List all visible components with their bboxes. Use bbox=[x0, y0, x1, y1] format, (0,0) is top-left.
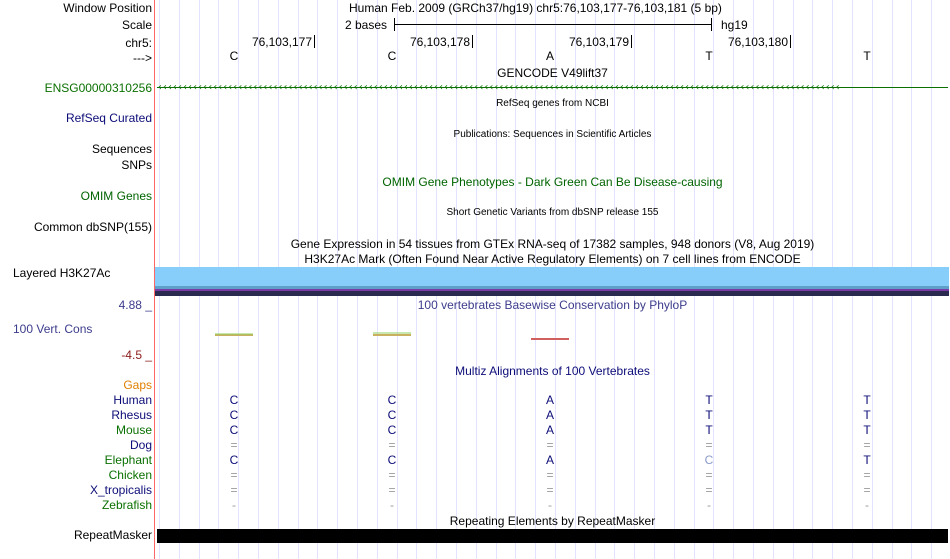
alignment-base: - bbox=[707, 498, 711, 512]
track-title-repeatmasker[interactable]: Repeating Elements by RepeatMasker bbox=[449, 514, 656, 528]
alignment-base: C bbox=[229, 423, 239, 437]
alignment-base: - bbox=[548, 498, 552, 512]
species-label[interactable]: Dog bbox=[129, 438, 152, 452]
species-label[interactable]: Mouse bbox=[115, 423, 152, 437]
track-title-publications[interactable]: Publications: Sequences in Scientific Articles bbox=[453, 129, 652, 140]
alignment-base: = bbox=[230, 438, 238, 452]
reference-base: C bbox=[229, 49, 239, 63]
alignment-base: T bbox=[863, 453, 871, 467]
reference-base: A bbox=[545, 49, 554, 63]
reference-base: T bbox=[863, 49, 871, 63]
track-label-gaps[interactable]: Gaps bbox=[123, 378, 152, 392]
track-title-dbsnp[interactable]: Short Genetic Variants from dbSNP release 155 bbox=[446, 207, 659, 218]
ruler-tick bbox=[631, 35, 632, 48]
ruler-tick bbox=[472, 35, 473, 48]
ruler-tick-label: 76,103,179 bbox=[568, 35, 629, 49]
alignment-base: T bbox=[863, 408, 871, 422]
h3k27ac-signal[interactable] bbox=[155, 267, 949, 296]
alignment-base: = bbox=[546, 483, 554, 497]
alignment-base: A bbox=[545, 453, 554, 467]
track-label-dbsnp[interactable]: Common dbSNP(155) bbox=[33, 220, 152, 234]
track-label-refseq[interactable]: RefSeq Curated bbox=[65, 111, 152, 125]
reference-base: T bbox=[705, 49, 713, 63]
track-label-h3k27ac[interactable]: Layered H3K27Ac bbox=[13, 266, 111, 280]
species-label[interactable]: X_tropicalis bbox=[89, 483, 152, 497]
reference-base: C bbox=[387, 49, 397, 63]
repeatmasker-block[interactable] bbox=[157, 529, 948, 543]
gencode-gene-line[interactable] bbox=[157, 81, 948, 95]
alignment-base: = bbox=[705, 483, 713, 497]
scale-assembly: hg19 bbox=[721, 18, 748, 32]
alignment-base: - bbox=[390, 498, 394, 512]
alignment-base: T bbox=[705, 393, 713, 407]
alignment-base: A bbox=[545, 423, 554, 437]
phylop-plot[interactable] bbox=[155, 314, 950, 358]
alignment-base: A bbox=[545, 393, 554, 407]
track-title-multiz[interactable]: Multiz Alignments of 100 Vertebrates bbox=[455, 364, 650, 378]
scale-bar-right-end bbox=[711, 18, 712, 31]
track-title-phylop[interactable]: 100 vertebrates Basewise Conservation by PhyloP bbox=[417, 298, 688, 312]
alignment-base: = bbox=[388, 438, 396, 452]
track-label-sequences[interactable]: Sequences bbox=[91, 142, 152, 156]
gene-strand-chevrons: ‹‹‹‹‹‹‹‹‹‹‹‹‹‹‹‹‹‹‹‹‹‹‹‹‹‹‹‹‹‹‹‹‹‹‹‹‹‹‹‹‹‹‹‹‹‹‹‹‹‹‹‹‹‹‹‹‹‹‹‹‹‹‹‹‹‹‹‹‹‹‹‹‹‹‹‹‹‹‹‹‹‹‹‹‹‹‹‹‹‹‹‹‹‹‹‹‹‹‹‹‹‹‹‹‹‹‹‹‹‹‹‹‹‹‹‹‹‹‹‹‹‹‹‹‹‹‹‹‹‹‹‹‹‹‹‹ bbox=[157, 82, 840, 93]
ruler-tick bbox=[790, 35, 791, 48]
window-position-value: Human Feb. 2009 (GRCh37/hg19) chr5:76,103,177-76,103,181 (5 bp) bbox=[349, 1, 722, 15]
track-title-h3k27ac[interactable]: H3K27Ac Mark (Often Found Near Active Regulatory Elements) on 7 cell lines from ENCODE bbox=[304, 252, 801, 266]
alignment-base: T bbox=[863, 423, 871, 437]
alignment-base: = bbox=[705, 438, 713, 452]
alignment-base: C bbox=[387, 453, 397, 467]
alignment-base: C bbox=[387, 393, 397, 407]
phylop-min-label: -4.5 _ bbox=[121, 348, 152, 362]
alignment-base: A bbox=[545, 408, 554, 422]
window-position-label: Window Position bbox=[63, 1, 152, 15]
phylop-max-label: 4.88 _ bbox=[118, 298, 152, 312]
scale-bar bbox=[394, 24, 712, 25]
alignment-base: = bbox=[705, 468, 713, 482]
species-label[interactable]: Human bbox=[113, 393, 152, 407]
alignment-base: C bbox=[229, 408, 239, 422]
alignment-base: = bbox=[863, 483, 871, 497]
h3k27ac-signal-fill bbox=[155, 267, 949, 286]
species-label[interactable]: Elephant bbox=[104, 453, 152, 467]
chrom-label: chr5: bbox=[125, 36, 152, 50]
alignment-base: C bbox=[229, 393, 239, 407]
ruler-tick-label: 76,103,177 bbox=[251, 35, 312, 49]
alignment-base: T bbox=[863, 393, 871, 407]
alignment-base: = bbox=[388, 468, 396, 482]
ruler-tick bbox=[314, 35, 315, 48]
scale-label: Scale bbox=[121, 18, 152, 32]
track-label-gencode[interactable]: ENSG00000310256 bbox=[44, 81, 152, 95]
alignment-base: = bbox=[230, 468, 238, 482]
alignment-base: - bbox=[232, 498, 236, 512]
alignment-base: C bbox=[704, 453, 714, 467]
alignment-base: = bbox=[546, 468, 554, 482]
track-label-repeatmasker[interactable]: RepeatMasker bbox=[73, 528, 152, 542]
track-title-omim[interactable]: OMIM Gene Phenotypes - Dark Green Can Be Disease-causing bbox=[382, 175, 723, 189]
alignment-base: = bbox=[863, 438, 871, 452]
h3k27ac-signal-band-3 bbox=[155, 291, 949, 296]
alignment-base: T bbox=[705, 423, 713, 437]
alignment-base: = bbox=[863, 468, 871, 482]
ruler-tick-label: 76,103,178 bbox=[409, 35, 470, 49]
track-label-phylop[interactable]: 100 Vert. Cons bbox=[13, 322, 93, 336]
alignment-base: = bbox=[230, 483, 238, 497]
alignment-base: = bbox=[388, 483, 396, 497]
track-title-gtex[interactable]: Gene Expression in 54 tissues from GTEx RNA-seq of 17382 samples, 948 donors (V8, Aug 2019) bbox=[290, 237, 815, 251]
track-title-gencode[interactable]: GENCODE V49lift37 bbox=[497, 66, 608, 80]
strand-label: ---> bbox=[133, 51, 152, 65]
alignment-base: = bbox=[546, 438, 554, 452]
species-label[interactable]: Zebrafish bbox=[101, 498, 152, 512]
alignment-base: C bbox=[387, 423, 397, 437]
track-title-refseq[interactable]: RefSeq genes from NCBI bbox=[496, 98, 609, 109]
scale-bar-left-end bbox=[394, 18, 395, 31]
ruler-tick-label: 76,103,180 bbox=[727, 35, 788, 49]
track-label-omim[interactable]: OMIM Genes bbox=[80, 189, 152, 203]
alignment-base: T bbox=[705, 408, 713, 422]
scale-text: 2 bases bbox=[345, 18, 388, 32]
alignment-base: - bbox=[865, 498, 869, 512]
alignment-base: C bbox=[229, 453, 239, 467]
species-label[interactable]: Chicken bbox=[108, 468, 152, 482]
track-label-snps[interactable]: SNPs bbox=[121, 158, 152, 172]
species-label[interactable]: Rhesus bbox=[111, 408, 152, 422]
alignment-base: C bbox=[387, 408, 397, 422]
